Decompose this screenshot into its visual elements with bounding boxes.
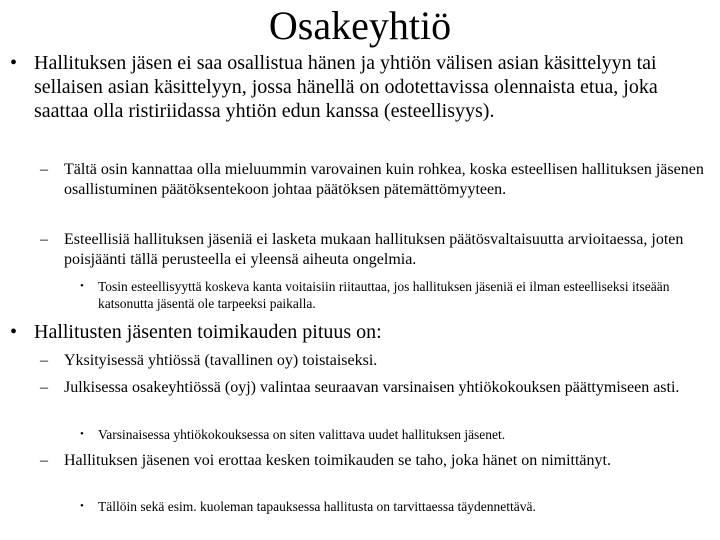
bullet-item-quorum-counting	[40, 230, 712, 270]
bullet-text: Yksityisessä yhtiössä (tavallinen oy) toistaiseksi.	[64, 352, 378, 369]
bullet-text: Tältä osin kannattaa olla mieluummin varovainen kuin rohkea, koska esteellisen hallituksen jäsenen osallistuminen päätöksentekoon johtaa päätöksen pätemättömyyteen.	[64, 161, 704, 198]
dash-marker: –	[40, 352, 48, 369]
bullet-text: Hallitusten jäsenten toimikauden pituus on:	[34, 321, 382, 343]
bullet-item-annual-meeting-election	[80, 426, 714, 443]
bullet-item-dismissal	[40, 451, 712, 471]
dash-marker: –	[40, 379, 48, 396]
bullet-marker: •	[10, 321, 18, 343]
bullet-text: Esteellisiä hallituksen jäseniä ei lasketa mukaan hallituksen päätösvaltaisuutta arvioitaessa, joten poisjäänti tällä perusteella ei yleensä aiheuta ongelmia.	[64, 231, 684, 268]
bullet-item-public-company	[40, 378, 712, 398]
bullet-item-private-company	[40, 351, 712, 371]
dash-marker: –	[40, 231, 48, 248]
dash-marker: –	[40, 452, 48, 469]
dash-marker: –	[40, 161, 48, 178]
bullet-item-caution-advice	[40, 160, 712, 200]
bullet-marker: •	[80, 500, 84, 512]
bullet-item-board-replenishment	[80, 498, 714, 515]
bullet-text: Tällöin sekä esim. kuoleman tapauksessa hallitusta on tarvittaessa täydennettävä.	[98, 499, 536, 514]
slide-title: Osakeyhtiö	[268, 3, 452, 48]
bullet-marker: •	[80, 428, 84, 440]
bullet-marker: •	[80, 280, 84, 292]
bullet-text: Hallituksen jäsen ei saa osallistua hänen ja yhtiön välisen asian käsittelyyn tai sellaisen asian käsittelyyn, jossa hänellä on odotettavissa olennaista etua, joka saattaa olla ristiriidassa yhtiön edun kanssa (esteellisyys).	[34, 52, 658, 122]
bullet-text: Varsinaisessa yhtiökokouksessa on siten valittava uudet hallituksen jäsenet.	[98, 427, 506, 442]
bullet-item-board-member-disqualification	[10, 51, 710, 123]
bullet-item-dispute-possibility	[80, 278, 714, 312]
bullet-text: Julkisessa osakeyhtiössä (oyj) valintaa seuraavan varsinaisen yhtiökokouksen päättymiseen asti.	[64, 379, 680, 396]
bullet-marker: •	[10, 52, 18, 74]
bullet-text: Hallituksen jäsenen voi erottaa kesken toimikauden se taho, joka hänet on nimittänyt.	[64, 452, 611, 469]
bullet-text: Tosin esteellisyyttä koskeva kanta voitaisiin riitauttaa, jos hallituksen jäseniä ei ilman esteelliseksi itseään katsonutta jäsentä ole tarpeeksi paikalla.	[98, 279, 670, 311]
bullet-item-term-length	[10, 320, 710, 344]
